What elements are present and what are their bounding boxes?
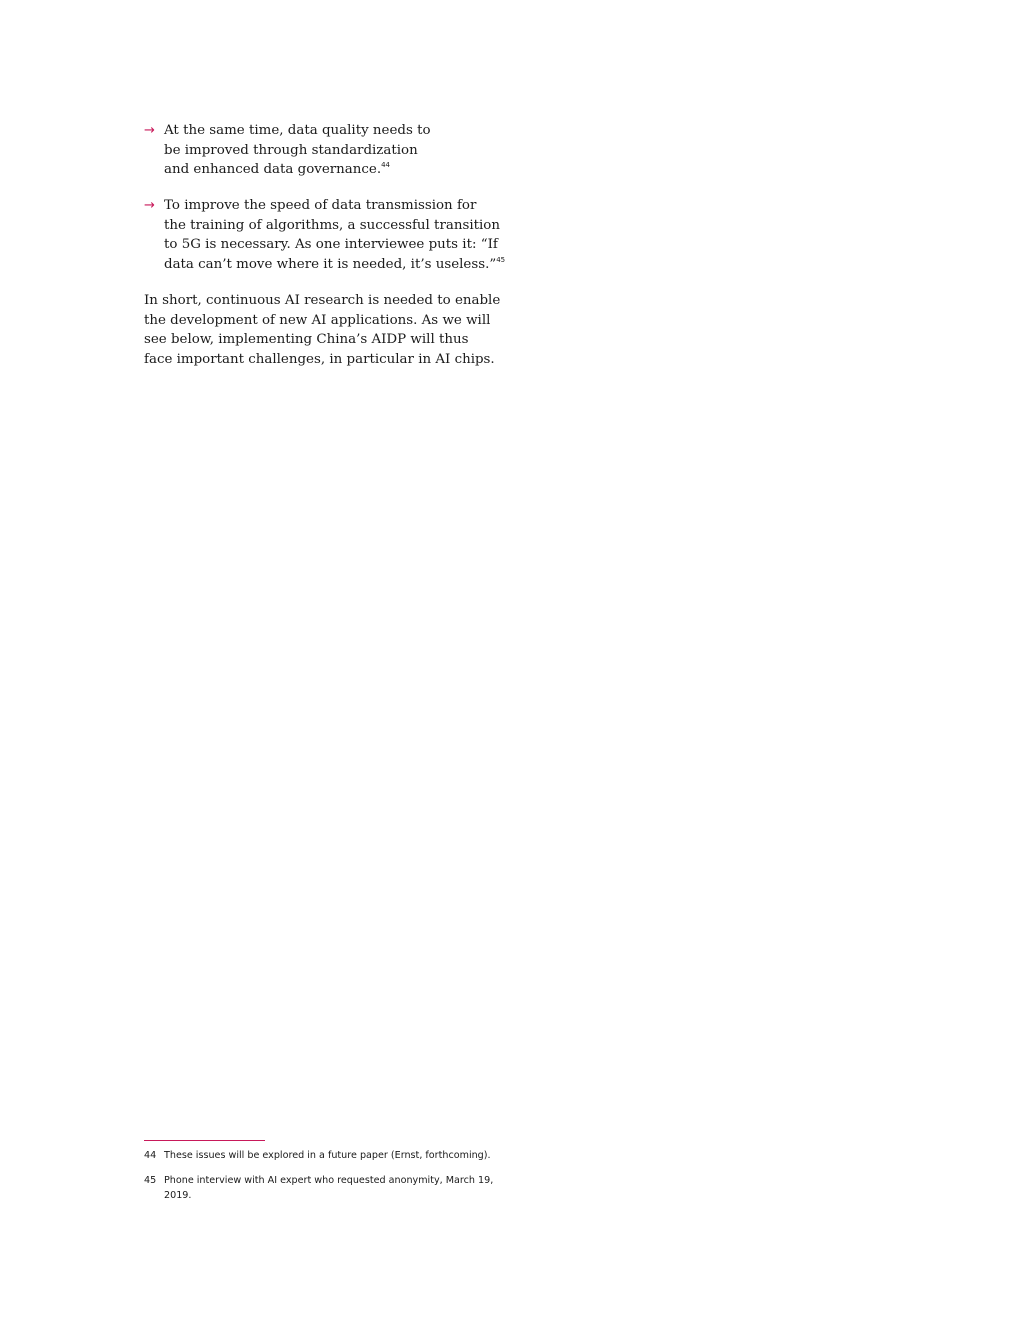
footnote-number: 44 [144,1150,157,1161]
text-line: see below, implementing China’s AIDP will thus [144,332,469,348]
text-line: face important challenges, in particular in AI chips. [144,351,495,367]
text-line-content: and enhanced data governance. [164,162,382,178]
text-line: To improve the speed of data transmission for [164,198,477,213]
text-line: be improved through standardization [164,142,418,158]
text-line-content: data can’t move where it is needed, it’s useless.” [164,256,497,272]
text-line: In short, continuous AI research is needed to enable [144,293,501,308]
bullet-text [164,196,524,274]
arrow-bullet-icon: → [144,123,155,138]
footnote-line: These issues will be explored in a future paper (Ernst, forthcoming). [164,1150,491,1161]
footnote-text [164,1149,504,1164]
text-line: At the same time, data quality needs to [164,123,431,138]
text-line [164,160,524,180]
footnote-reference[interactable]: 44 [381,161,391,170]
text-line: the development of new AI applications. As we will [144,312,491,328]
summary-paragraph [144,291,524,369]
footnote-divider [144,1140,265,1141]
footnote-number: 45 [144,1175,157,1186]
footnote-line: Phone interview with AI expert who requested anonymity, March 19, [164,1175,494,1186]
arrow-bullet-icon: → [144,198,155,213]
text-line [164,255,524,275]
footnote-line: 2019. [164,1189,192,1201]
footnote-reference[interactable]: 45 [496,255,506,264]
bullet-text [164,121,524,180]
text-line: the training of algorithms, a successful transition [164,217,500,233]
text-line: to 5G is necessary. As one interviewee puts it: “If [164,237,498,253]
footnote-text [164,1174,504,1203]
